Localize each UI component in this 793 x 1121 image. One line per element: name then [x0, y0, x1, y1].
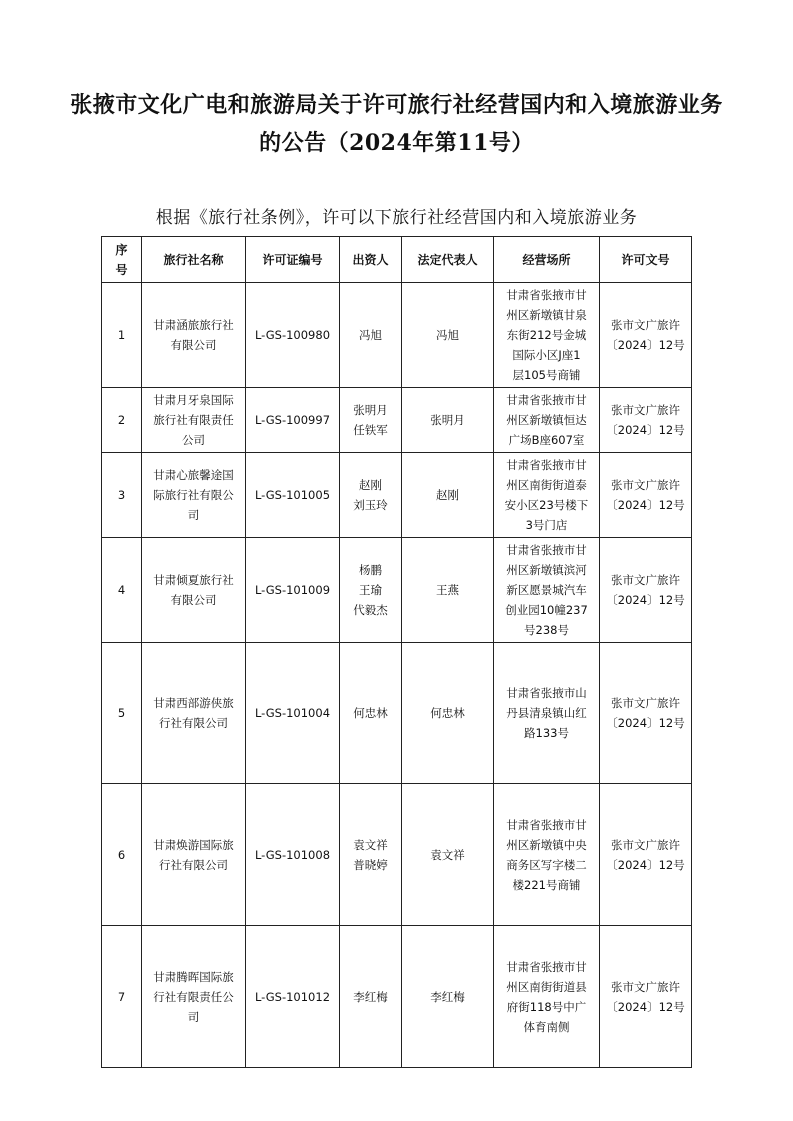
cell-approval-line: 〔2024〕12号: [606, 593, 685, 607]
header-no-line-2: 号: [115, 262, 128, 277]
cell-address: [494, 453, 600, 538]
cell-address-line: 3号门店: [525, 518, 568, 532]
cell-address-line: 州区新墩镇滨河: [506, 563, 587, 577]
cell-approval-line: 张市文广旅许: [611, 979, 680, 994]
cell-name: [142, 453, 246, 538]
cell-approval-line: 张市文广旅许: [611, 478, 680, 492]
cell-investors-line: 赵刚: [359, 478, 382, 492]
header-approval: 许可文号: [600, 237, 692, 283]
cell-rep: 冯旭: [402, 283, 494, 388]
cell-investors: [340, 388, 402, 453]
cell-address-line: 甘肃省张掖市甘: [506, 543, 587, 557]
cell-license: L-GS-100980: [246, 283, 340, 388]
cell-name-line: 行社有限公司: [159, 716, 228, 730]
cell-approval-line: 张市文广旅许: [611, 318, 680, 332]
cell-address-line: 国际小区J座1: [512, 348, 581, 362]
cell-name: [142, 283, 246, 388]
cell-name-line: 有限公司: [170, 593, 217, 607]
cell-approval-line: 〔2024〕12号: [606, 338, 685, 352]
cell-address-line: 安小区23号楼下: [504, 498, 589, 512]
cell-approval-line: 〔2024〕12号: [606, 999, 685, 1014]
cell-name-line: 甘肃倾夏旅行社: [153, 573, 234, 587]
cell-approval-line: 张市文广旅许: [611, 403, 680, 417]
cell-address-line: 州区新墩镇中央: [506, 837, 587, 852]
cell-address: [494, 926, 600, 1068]
cell-address-line: 层105号商铺: [512, 368, 581, 382]
table-row: [102, 388, 692, 453]
cell-approval-line: 张市文广旅许: [611, 837, 680, 852]
cell-address: [494, 283, 600, 388]
cell-no: 4: [102, 538, 142, 643]
cell-rep: 赵刚: [402, 453, 494, 538]
table-row: [102, 283, 692, 388]
cell-name-line: 司: [187, 508, 200, 522]
cell-investors: [340, 283, 402, 388]
cell-rep: 袁文祥: [402, 784, 494, 926]
cell-name: [142, 643, 246, 784]
cell-name: [142, 926, 246, 1068]
cell-license: L-GS-101012: [246, 926, 340, 1068]
cell-rep: 王燕: [402, 538, 494, 643]
header-no-line-1: 序: [115, 242, 128, 257]
cell-name-line: 甘肃西部游侠旅: [153, 696, 234, 710]
cell-address-line: 创业园10幢237: [505, 603, 588, 617]
table-row: [102, 538, 692, 643]
cell-approval: [600, 538, 692, 643]
cell-address-line: 甘肃省张掖市山: [506, 686, 587, 700]
cell-address-line: 甘肃省张掖市甘: [506, 817, 587, 832]
cell-name-line: 甘肃心旅馨途国: [153, 468, 234, 482]
cell-license: L-GS-101009: [246, 538, 340, 643]
cell-rep: 何忠林: [402, 643, 494, 784]
cell-investors-line: 杨鹏: [359, 563, 382, 577]
cell-address-line: 体育南侧: [523, 1019, 570, 1034]
cell-address-line: 楼221号商铺: [512, 877, 581, 892]
cell-address-line: 州区新墩镇甘泉: [506, 308, 587, 322]
cell-approval-line: 〔2024〕12号: [606, 857, 685, 872]
table-header-row: [102, 237, 692, 283]
cell-name-line: 甘肃月牙泉国际: [153, 393, 234, 407]
permit-table: [101, 236, 692, 1068]
table-row: [102, 643, 692, 784]
cell-investors-line: 代毅杰: [353, 603, 388, 617]
cell-no: 1: [102, 283, 142, 388]
cell-name: [142, 538, 246, 643]
cell-approval-line: 〔2024〕12号: [606, 498, 685, 512]
document-title-line-2: 的公告（2024年第11号）: [259, 130, 534, 156]
cell-approval: [600, 283, 692, 388]
cell-address-line: 州区南街街道泰: [506, 478, 587, 492]
cell-no: 6: [102, 784, 142, 926]
cell-name: [142, 784, 246, 926]
cell-address-line: 商务区写字楼二: [506, 857, 587, 872]
cell-address-line: 甘肃省张掖市甘: [506, 288, 587, 302]
cell-name-line: 行社有限责任公: [153, 989, 234, 1004]
cell-address-line: 新区愿景城汽车: [506, 583, 587, 597]
cell-name-line: 甘肃焕游国际旅: [153, 837, 234, 852]
cell-rep: 张明月: [402, 388, 494, 453]
cell-address-line: 甘肃省张掖市甘: [506, 959, 587, 974]
cell-address-line: 州区新墩镇恒达: [506, 413, 587, 427]
cell-investors-line: 刘玉玲: [353, 498, 388, 512]
cell-address-line: 州区南街街道县: [506, 979, 587, 994]
cell-no: 5: [102, 643, 142, 784]
cell-name-line: 旅行社有限责任: [153, 413, 234, 427]
cell-no: 7: [102, 926, 142, 1068]
cell-approval-line: 〔2024〕12号: [606, 716, 685, 730]
cell-address-line: 东街212号金城: [506, 328, 587, 342]
cell-investors: [340, 538, 402, 643]
document-subtitle: 根据《旅行社条例》，许可以下旅行社经营国内和入境旅游业务: [155, 208, 638, 228]
cell-address-line: 路133号: [524, 726, 569, 740]
cell-investors-line: 张明月: [353, 403, 388, 417]
cell-approval-line: 张市文广旅许: [611, 573, 680, 587]
header-no: [102, 237, 142, 283]
cell-approval: [600, 784, 692, 926]
cell-investors-line: 李红梅: [353, 989, 388, 1004]
table-row: [102, 784, 692, 926]
table-body: [102, 283, 692, 1068]
cell-license: L-GS-101004: [246, 643, 340, 784]
cell-approval: [600, 643, 692, 784]
cell-approval: [600, 453, 692, 538]
cell-address: [494, 784, 600, 926]
header-rep: 法定代表人: [402, 237, 494, 283]
table-row: [102, 453, 692, 538]
document-title: [60, 86, 733, 162]
cell-name-line: 甘肃腾晖国际旅: [153, 969, 234, 984]
cell-address-line: 府街118号中广: [506, 999, 587, 1014]
cell-rep: 李红梅: [402, 926, 494, 1068]
cell-investors-line: 普晓婷: [353, 857, 388, 872]
cell-investors-line: 王瑜: [359, 583, 382, 597]
cell-address: [494, 643, 600, 784]
cell-no: 2: [102, 388, 142, 453]
cell-investors-line: 袁文祥: [353, 837, 388, 852]
cell-name-line: 甘肃涵旅旅行社: [153, 318, 234, 332]
cell-approval-line: 〔2024〕12号: [606, 423, 685, 437]
cell-address: [494, 388, 600, 453]
cell-no: 3: [102, 453, 142, 538]
header-name: 旅行社名称: [142, 237, 246, 283]
header-license: 许可证编号: [246, 237, 340, 283]
cell-investors-line: 何忠林: [353, 706, 388, 720]
cell-approval: [600, 926, 692, 1068]
cell-address-line: 号238号: [524, 623, 569, 637]
cell-approval-line: 张市文广旅许: [611, 696, 680, 710]
cell-address-line: 甘肃省张掖市甘: [506, 458, 587, 472]
cell-address-line: 广场B座607室: [508, 433, 585, 447]
cell-name-line: 行社有限公司: [159, 857, 228, 872]
header-address: 经营场所: [494, 237, 600, 283]
cell-name-line: 际旅行社有限公: [153, 488, 234, 502]
cell-name-line: 有限公司: [170, 338, 217, 352]
cell-investors: [340, 784, 402, 926]
cell-approval: [600, 388, 692, 453]
cell-investors: [340, 643, 402, 784]
cell-name-line: 司: [187, 1009, 200, 1024]
cell-investors-line: 冯旭: [359, 328, 382, 342]
cell-name: [142, 388, 246, 453]
cell-investors: [340, 926, 402, 1068]
cell-address: [494, 538, 600, 643]
cell-license: L-GS-101008: [246, 784, 340, 926]
header-investors: 出资人: [340, 237, 402, 283]
cell-address-line: 甘肃省张掖市甘: [506, 393, 587, 407]
cell-investors: [340, 453, 402, 538]
table-row: [102, 926, 692, 1068]
cell-license: L-GS-100997: [246, 388, 340, 453]
cell-name-line: 公司: [182, 433, 205, 447]
cell-license: L-GS-101005: [246, 453, 340, 538]
cell-investors-line: 任铁军: [353, 423, 388, 437]
cell-address-line: 丹县清泉镇山红: [506, 706, 587, 720]
document-title-line-1: 张掖市文化广电和旅游局关于许可旅行社经营国内和入境旅游业务: [70, 92, 723, 118]
